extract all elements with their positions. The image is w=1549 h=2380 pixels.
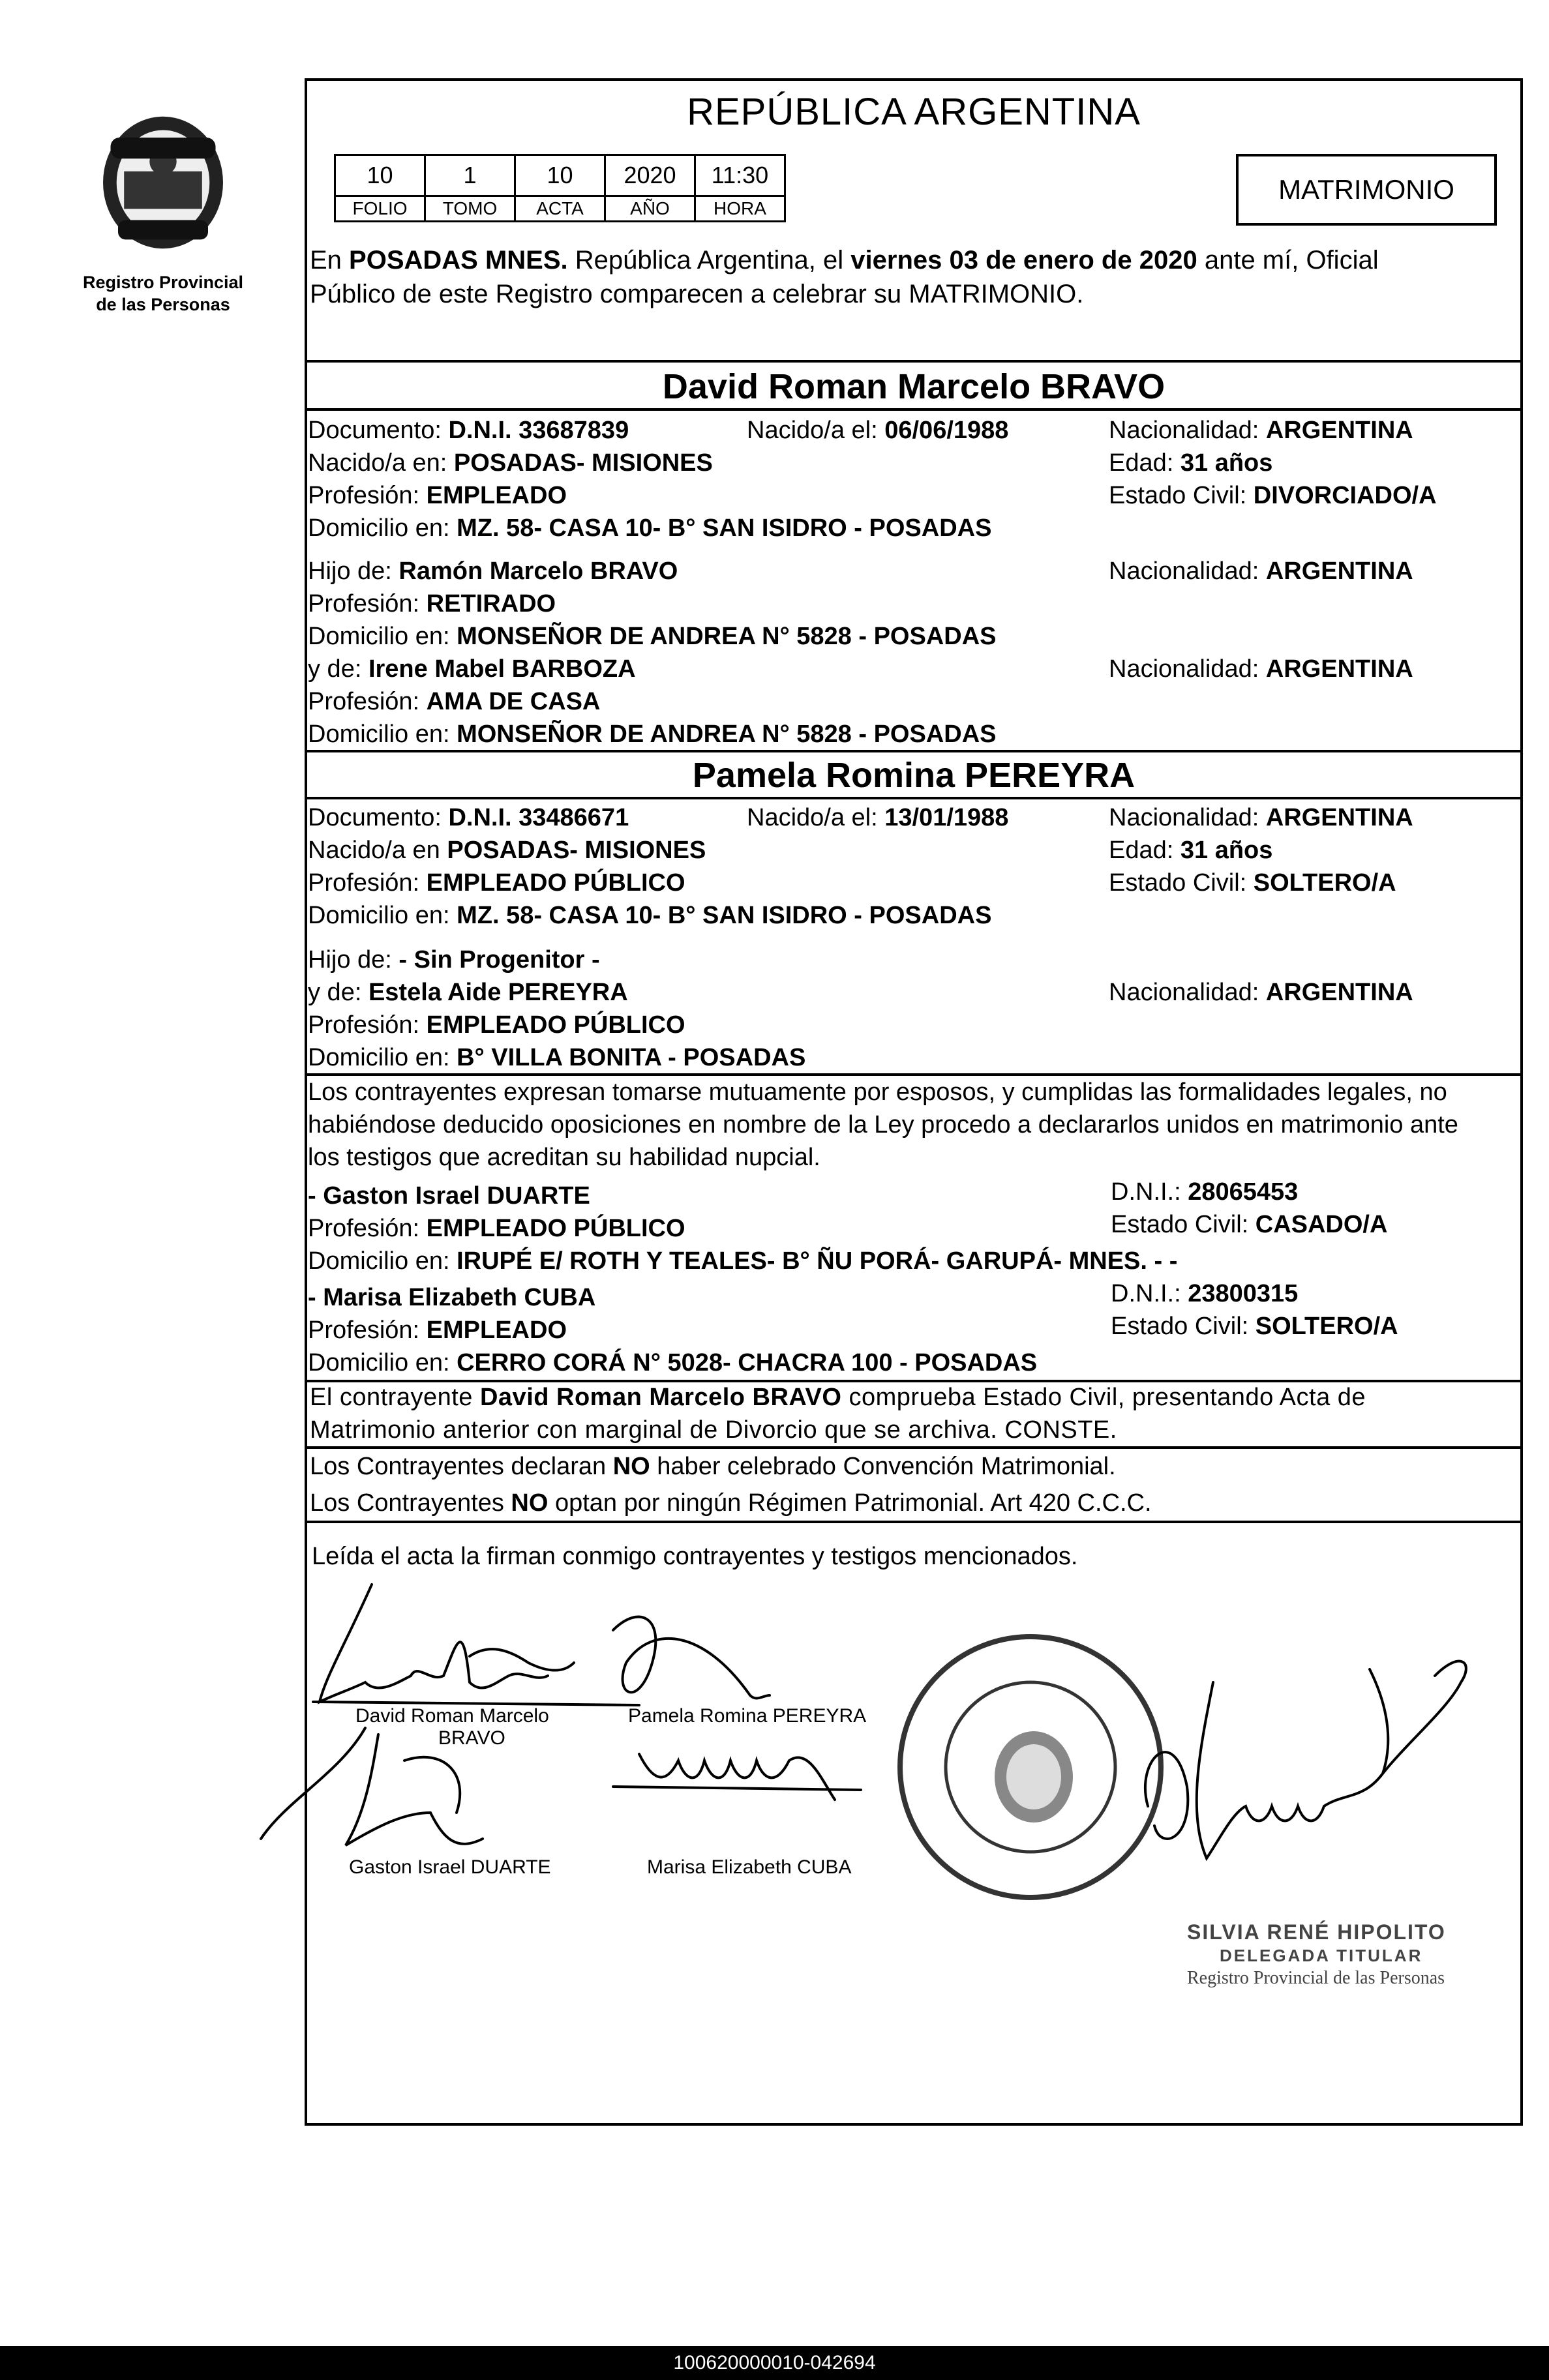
label: Domicilio en: [308,623,457,650]
value: SOLTERO/A [1255,1313,1398,1340]
value: D.N.I. 33687839 [448,417,629,444]
acta-label: ACTA [515,196,605,222]
closing-statement: Leída el acta la firman conmigo contrayentes y testigos mencionados. [312,1543,1078,1570]
divider [305,750,1523,752]
sig-name: David Roman Marcelo [355,1705,549,1727]
value: EMPLEADO PÚBLICO [426,1011,685,1039]
value: CERRO CORÁ N° 5028- CHACRA 100 - POSADAS [457,1349,1038,1376]
value: SOLTERO/A [1253,869,1396,897]
intro-line2: Público de este Registro comparecen a celebrar su MATRIMONIO. [310,280,1084,308]
sig-name: BRAVO [438,1727,505,1749]
text: optan por ningún Régimen Patrimonial. Art 420 C.C.C. [548,1489,1152,1517]
convention-paragraph [310,1450,1152,1519]
bride-mother-profession [308,1009,685,1041]
groom-document [308,415,629,446]
declaration-paragraph [308,1076,1458,1174]
handwritten-signatures-icon [248,1565,900,1891]
page-title: REPÚBLICA ARGENTINA [687,91,1141,133]
label: Nacionalidad: [1109,655,1266,683]
groom-signature-label [355,1705,549,1749]
label: Profesión: [308,482,427,509]
groom-nationality [1109,415,1413,446]
label: Domicilio en: [308,902,457,929]
acta-value: 10 [515,155,605,196]
groom-mother-profession [308,686,600,717]
emphasis: NO [612,1453,650,1480]
folio-value: 10 [335,155,425,196]
value: DIVORCIADO/A [1253,482,1437,509]
label: y de: [308,979,368,1006]
label: Profesión: [308,590,427,617]
value: POSADAS- MISIONES [447,837,706,864]
groom-address [308,513,991,544]
label: Hijo de: [308,946,399,974]
label: Documento: [308,804,449,831]
note-text: El contrayente [310,1384,480,1411]
groom-age [1109,447,1272,479]
bride-mother-address [308,1042,805,1073]
bride-mother [308,977,628,1008]
label: Nacido/a en [308,837,447,864]
label: Nacido/a en: [308,449,454,477]
intro-text: En [310,246,350,275]
witness1-dni [1111,1176,1298,1208]
officer-signature-icon [1096,1643,1500,1891]
value: EMPLEADO PÚBLICO [426,1215,685,1242]
label: Domicilio en: [308,1247,457,1275]
label: Profesión: [308,688,427,715]
label: Nacido/a el: [747,417,885,444]
value: 28065453 [1188,1178,1299,1206]
document-id-footer: 100620000010-042694 [0,2346,1549,2380]
intro-text: República Argentina, el [567,246,851,275]
value: D.N.I. 33486671 [448,804,629,831]
label: Domicilio en: [308,721,457,748]
label: Hijo de: [308,558,399,585]
intro-place: POSADAS MNES. [349,246,568,275]
witness2-civil-status [1111,1311,1398,1342]
intro-paragraph [310,243,1516,311]
value: RETIRADO [426,590,556,617]
groom-civil-status [1109,480,1437,511]
label: Profesión: [308,1215,427,1242]
value: ARGENTINA [1265,804,1413,831]
year-value: 2020 [605,155,695,196]
bride-mother-nationality [1109,977,1413,1008]
value: AMA DE CASA [426,688,601,715]
value: B° VILLA BONITA - POSADAS [457,1044,806,1071]
officer-title: DELEGADA TITULAR [1220,1946,1423,1965]
value: 23800315 [1188,1280,1299,1307]
bride-birthdate [747,802,1008,833]
label: Estado Civil: [1109,482,1254,509]
label: D.N.I.: [1111,1280,1188,1307]
groom-profession [308,480,567,511]
label: Estado Civil: [1109,869,1254,897]
label: Nacido/a el: [747,804,885,831]
label: Edad: [1109,449,1181,477]
bride-age [1109,835,1272,866]
value: POSADAS- MISIONES [453,449,713,477]
value: IRUPÉ E/ ROTH Y TEALES- B° ÑU PORÁ- GARUPÁ- MNES. - - [457,1247,1178,1275]
witness2-signature-label: Marisa Elizabeth CUBA [647,1856,852,1878]
witness2-address [308,1347,1037,1378]
witness1-address [308,1245,1177,1277]
value: EMPLEADO [426,1316,567,1344]
text: Los Contrayentes [310,1489,511,1517]
label: Nacionalidad: [1109,979,1266,1006]
value: EMPLEADO [426,482,567,509]
divider [305,797,1523,799]
label: D.N.I.: [1111,1178,1188,1206]
label: Estado Civil: [1111,1313,1256,1340]
value: ARGENTINA [1265,979,1413,1006]
bride-document [308,802,629,833]
note-text: comprueba Estado Civil, presentando Acta de [841,1384,1366,1411]
officer-name: SILVIA RENÉ HIPOLITO [1187,1920,1446,1944]
label: Profesión: [308,1316,427,1344]
value: MZ. 58- CASA 10- B° SAN ISIDRO - POSADAS [457,514,992,542]
groom-name: David Roman Marcelo BRAVO [662,367,1166,406]
label: Domicilio en: [308,514,457,542]
note-name: David Roman Marcelo BRAVO [479,1384,842,1411]
bride-birthplace [308,835,706,866]
provincial-seal-icon [88,108,238,258]
label: Nacionalidad: [1109,558,1266,585]
groom-birthplace [308,447,713,479]
time-label: HORA [695,196,785,222]
year-label: AÑO [605,196,695,222]
witness1-name [308,1180,590,1212]
value: MZ. 58- CASA 10- B° SAN ISIDRO - POSADAS [457,902,992,929]
witness2-name [308,1282,595,1313]
bride-name: Pamela Romina PEREYRA [692,756,1135,795]
value: 31 años [1180,449,1273,477]
witness1-civil-status [1111,1209,1387,1240]
value: Estela Aide PEREYRA [368,979,628,1006]
officer-org: Registro Provincial de las Personas [1187,1968,1445,1988]
value: MONSEÑOR DE ANDREA N° 5828 - POSADAS [457,721,997,748]
groom-father-profession [308,588,556,619]
intro-date: viernes 03 de enero de 2020 [850,246,1197,275]
bride-profession [308,867,685,899]
groom-mother-nationality [1109,653,1413,685]
value: - Gaston Israel DUARTE [308,1182,590,1210]
value: 31 años [1180,837,1273,864]
divider [305,408,1523,411]
value: CASADO/A [1255,1211,1388,1238]
value: - Sin Progenitor - [399,946,600,974]
label: Domicilio en: [308,1349,457,1376]
text: Los Contrayentes declaran [310,1453,613,1480]
value: 06/06/1988 [884,417,1009,444]
declaration-line: habiéndose deducido oposiciones en nombre de la Ley procedo a declararlos unidos en matrimonio ante [308,1111,1458,1138]
intro-text: ante mí, Oficial [1197,246,1379,275]
tomo-label: TOMO [425,196,515,222]
groom-father-nationality [1109,556,1413,587]
value: EMPLEADO PÚBLICO [426,869,685,897]
declaration-line: los testigos que acreditan su habilidad nupcial. [308,1144,820,1171]
value: Ramón Marcelo BRAVO [399,558,678,585]
value: - Marisa Elizabeth CUBA [308,1284,596,1311]
folio-label: FOLIO [335,196,425,222]
label: Nacionalidad: [1109,804,1266,831]
label: Domicilio en: [308,1044,457,1071]
bride-father [308,944,600,975]
registry-logo [78,108,248,342]
groom-father-address [308,621,997,652]
note-line2: Matrimonio anterior con marginal de Divorcio que se archiva. CONSTE. [310,1416,1117,1444]
value: ARGENTINA [1265,558,1413,585]
groom-father [308,556,678,587]
divider [305,360,1523,363]
label: Profesión: [308,1011,427,1039]
groom-mother [308,653,636,685]
label: y de: [308,655,368,683]
value: ARGENTINA [1265,655,1413,683]
emphasis: NO [511,1489,549,1517]
value: Irene Mabel BARBOZA [368,655,636,683]
witness1-profession [308,1213,685,1244]
groom-birthdate [747,415,1008,446]
divider [305,1521,1523,1523]
bride-civil-status [1109,867,1396,899]
bride-signature-label: Pamela Romina PEREYRA [628,1705,867,1727]
time-value: 11:30 [695,155,785,196]
logo-text-line2: de las Personas [96,295,230,314]
divider [305,1446,1523,1449]
witness2-dni [1111,1278,1298,1309]
value: 13/01/1988 [884,804,1009,831]
bride-address [308,900,991,931]
declaration-line: Los contrayentes expresan tomarse mutuamente por esposos, y cumplidas las formalidades legales, no [308,1078,1447,1106]
label: Profesión: [308,869,427,897]
witness1-signature-label: Gaston Israel DUARTE [349,1856,551,1878]
text: haber celebrado Convención Matrimonial. [650,1453,1116,1480]
bride-nationality [1109,802,1413,833]
logo-text-line1: Registro Provincial [82,273,244,292]
label: Estado Civil: [1111,1211,1256,1238]
label: Nacionalidad: [1109,417,1266,444]
civil-status-note [310,1381,1366,1446]
value: ARGENTINA [1265,417,1413,444]
act-type-box: MATRIMONIO [1236,154,1497,226]
record-table [334,154,786,222]
value: MONSEÑOR DE ANDREA N° 5828 - POSADAS [457,623,997,650]
witness2-profession [308,1315,567,1346]
label: Documento: [308,417,449,444]
groom-mother-address [308,719,997,750]
tomo-value: 1 [425,155,515,196]
label: Edad: [1109,837,1181,864]
